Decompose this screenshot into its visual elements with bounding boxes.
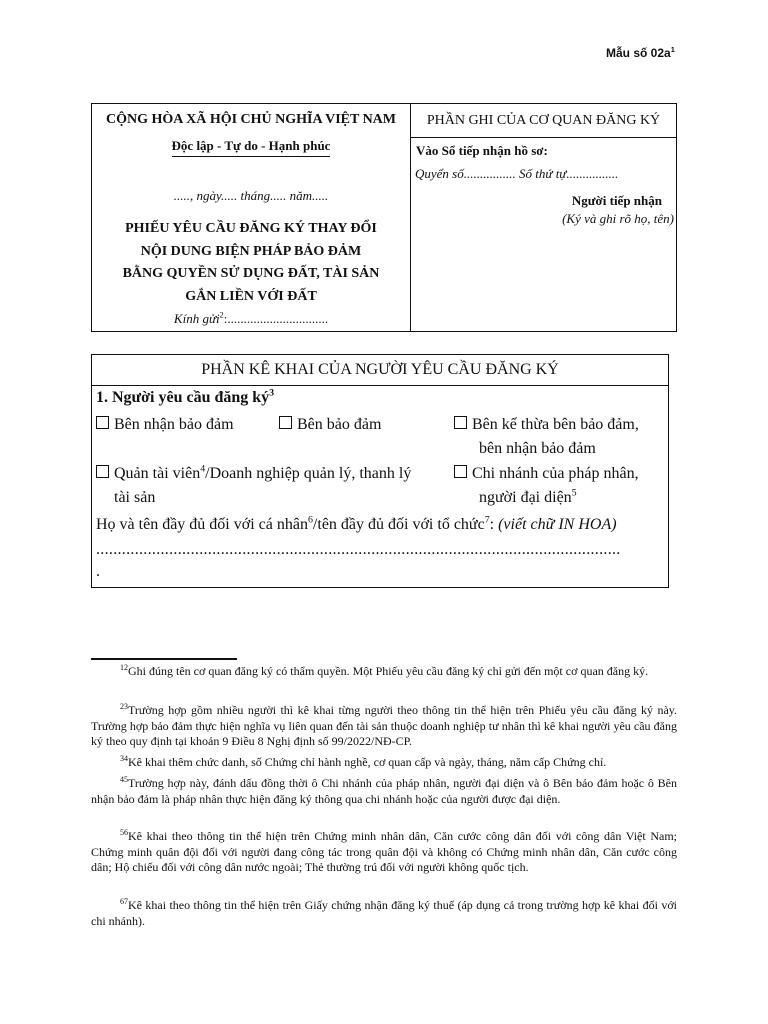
nation-title: CỘNG HÒA XÃ HỘI CHỦ NGHĨA VIỆT NAM [105, 112, 396, 127]
registry-title: PHẦN GHI CỦA CƠ QUAN ĐĂNG KÝ [411, 104, 676, 138]
declaration-table [91, 354, 669, 588]
checkbox[interactable] [279, 416, 292, 429]
option-branch[interactable]: Chi nhánh của pháp nhân, người đại diện$^5$ [454, 462, 639, 510]
date-line: ....., ngày..... tháng..... năm..... [173, 188, 329, 203]
receiver-label: Người tiếp nhận [571, 193, 662, 208]
receiver-sign-hint: (Ký và ghi rõ họ, tên) [562, 211, 674, 226]
form-title-line: GẮN LIỀN VỚI ĐẤT [185, 288, 317, 304]
full-name-label: Họ và tên đầy đủ đối với cá nhân$^6$/tên đầy đủ đối với tổ chức$^7$: (viết chữ IN HOA) [96, 514, 617, 533]
footnote-ref: 5 [571, 487, 577, 499]
checkbox[interactable] [454, 465, 467, 478]
full-name-field[interactable]: .......................................................................................................................... [96, 541, 621, 558]
option-secured-party[interactable]: Bên nhận bảo đảm [96, 413, 234, 437]
recipient-line: Kính gửi$^2$:............................... [173, 310, 329, 326]
option-heir[interactable]: Bên kế thừa bên bảo đảm, bên nhận bảo đảm [454, 413, 639, 461]
motto: Độc lập - Tự do - Hạnh phúc [172, 138, 331, 157]
footnote: $^{34}$Kê khai thêm chức danh, số Chứng chỉ hành nghề, cơ quan cấp và ngày, tháng, năm cấp Chứng chỉ. [120, 754, 607, 769]
footnote-ref: 2 [219, 310, 224, 320]
header-right-cell [411, 104, 676, 331]
option-administrator[interactable]: Quản tài viên$^4$/Doanh nghiệp quản lý, thanh lý tài sản [96, 462, 411, 510]
footnote: $^{45}$Trường hợp này, đánh dấu đồng thời ô Chi nhánh của pháp nhân, người đại diện và ô Bên bảo đảm hoặc ô Bên nhận bảo đảm là pháp nhân thực hiện đăng ký thông qua chi nhánh hoặc của người được đại diện. [91, 775, 677, 806]
footnote-ref: 7 [484, 514, 490, 526]
footnote: $^{67}$Kê khai theo thông tin thể hiện trên Giấy chứng nhận đăng ký thuế (áp dụng cả trong trường hợp kê khai đối với chi nhánh). [91, 897, 677, 928]
footnote-ref: 3 [269, 387, 275, 399]
header-table [91, 103, 677, 332]
footnote-ref: 6 [307, 514, 313, 526]
option-security-provider[interactable]: Bên bảo đảm [279, 413, 381, 437]
footnote-ref: 1 [670, 45, 675, 54]
form-title-line: PHIẾU YÊU CẦU ĐĂNG KÝ THAY ĐỔI [125, 221, 377, 236]
form-title-line: NỘI DUNG BIỆN PHÁP BẢO ĐẢM [140, 243, 362, 259]
section-1-heading: 1. Người yêu cầu đăng $ký^3$ [96, 387, 275, 406]
checkbox[interactable] [96, 416, 109, 429]
header-left-cell [92, 104, 411, 331]
form-title-line: BẰNG QUYỀN SỬ DỤNG ĐẤT, TÀI SẢN [122, 266, 380, 281]
received-label: Vào Sổ tiếp nhận hồ sơ: [416, 143, 548, 158]
book-number-line: Quyển số................ Số thứ tự................ [415, 166, 619, 181]
declaration-title: PHẦN KÊ KHAI CỦA NGƯỜI YÊU CẦU ĐĂNG KÝ [92, 355, 668, 386]
checkbox[interactable] [96, 465, 109, 478]
footnote-ref: 4 [200, 463, 206, 475]
form-number: Mẫu số $02a^1$ [606, 45, 675, 60]
footnote: $^{23}$Trường hợp gồm nhiều người thì kê khai từng người theo thông tin thể hiện trên Phiếu yêu cầu đăng ký này. Trường hợp bảo đảm thực hiện nghĩa vụ liên quan đến tài sản thuộc doanh nghiệp tư nhân thì kê khai người yêu cầu đăng ký theo quy định tại khoản 9 Điều 8 Nghị định số 99/2022/NĐ-CP. [91, 702, 677, 748]
form-title [92, 218, 410, 308]
footnote: $^{56}$Kê khai theo thông tin thể hiện trên Chứng minh nhân dân, Căn cước công dân đối với công dân Việt Nam; Chứng minh quân đội đối với người đang công tác trong quân đội và không có Chứng minh nhân dân, Căn cước công dân; Hộ chiếu đối với công dân nước ngoài; Thẻ thường trú đối với người không quốc tịch. [91, 828, 677, 874]
footnote-separator [91, 658, 237, 660]
checkbox[interactable] [454, 416, 467, 429]
full-name-field-end: . [96, 563, 100, 580]
footnote: $^{12}$Ghi đúng tên cơ quan đăng ký có thẩm quyền. Một Phiếu yêu cầu đăng ký chỉ gửi đến một cơ quan đăng ký. [120, 663, 649, 678]
